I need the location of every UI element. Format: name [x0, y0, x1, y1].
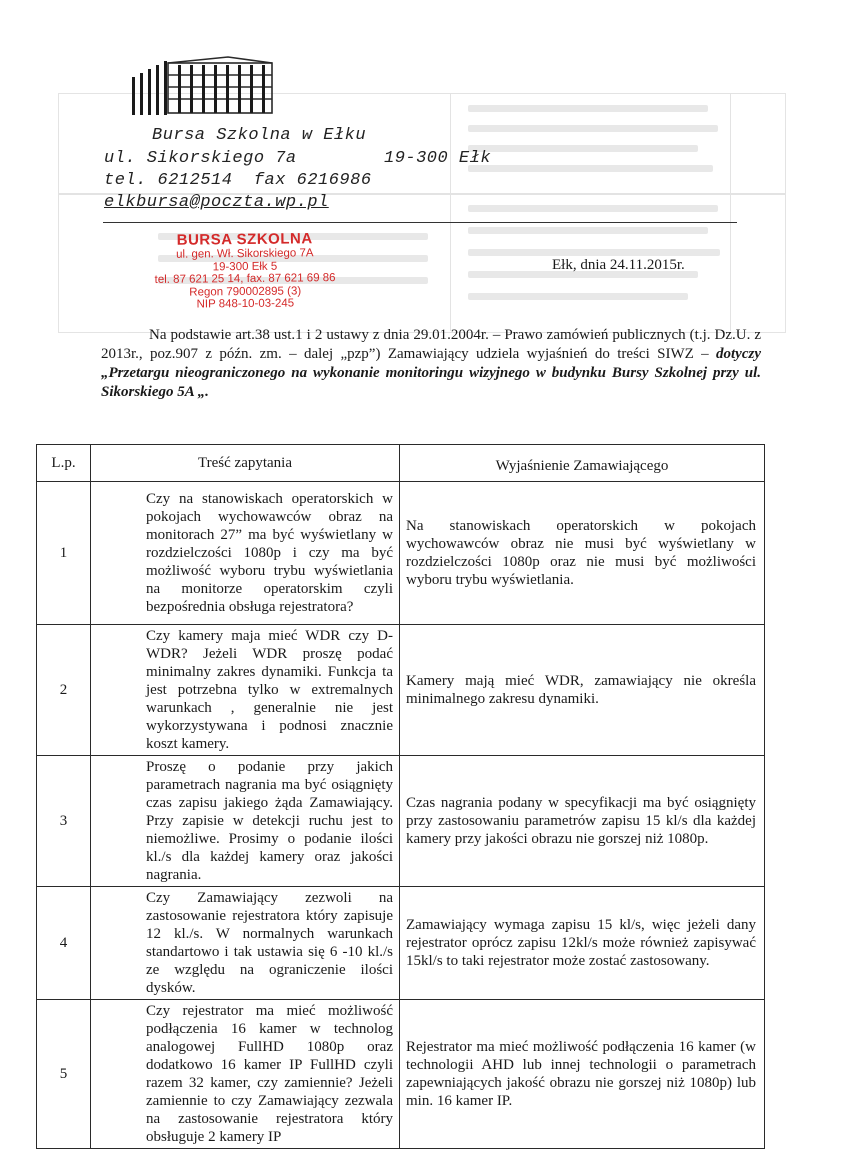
intro-paragraph	[101, 326, 761, 402]
table-header-row	[37, 445, 765, 482]
table-row	[37, 887, 765, 1000]
stamp-regon: Regon 790002895 (3)	[189, 284, 302, 299]
row-number: 4	[37, 887, 91, 1000]
table-row	[37, 756, 765, 887]
row-number: 5	[37, 1000, 91, 1149]
header-question: Treść zapytania	[91, 445, 400, 482]
row-number: 2	[37, 625, 91, 756]
stamp-nip: NIP 848-10-03-245	[196, 297, 295, 311]
institution-stamp	[140, 231, 351, 312]
row-question: Proszę o podanie przy jakich parametrach nagrania ma być osiągnięty czas zapisu jakiego żąda Zamawiający. Przy zapisie w detekcji ruchu jest to niemożliwe. Prosimy o podanie ilości kl./s dla każdej kamery oraz jakości nagrania.	[91, 756, 400, 887]
row-answer: Rejestrator ma mieć możliwość podłączenia 16 kamer (w technologii AHD lub innej technologii o parametrach zapewniających jakość obrazu nie gorszej niż 1080p) lub min. 16 kamer IP.	[400, 1000, 765, 1149]
intro-subject: dotyczy „Przetargu nieograniczonego na wykonanie monitoringu wizyjnego w budynku Bursy Szkolnej przy ul. Sikorskiego 5A „.	[101, 346, 761, 400]
row-answer: Kamery mają mieć WDR, zamawiający nie określa minimalnego zakresu dynamiki.	[400, 625, 765, 756]
header-answer: Wyjaśnienie Zamawiającego	[400, 445, 765, 482]
stamp-name: BURSA SZKOLNA	[176, 230, 313, 249]
document-date: Ełk, dnia 24.11.2015r.	[552, 257, 685, 273]
header-lp: L.p.	[37, 445, 91, 482]
row-question: Czy kamery maja mieć WDR czy D-WDR? Jeżeli WDR proszę podać minimalny zakres dynamiki. Funkcja ta jest potrzebna tylko w extremalnych warunkach , generalnie nie jest wykorzystywana i podnosi znacznie koszt kamery.	[91, 625, 400, 756]
letterhead-email: elkbursa@poczta.wp.pl	[104, 193, 329, 212]
row-number: 3	[37, 756, 91, 887]
row-question: Czy Zamawiający zezwoli na zastosowanie rejestratora który zapisuje 12 kl./s. W normalnych warunkach standartowo i tak ustawia się 6 -10 kl./s ze względu na ograniczenie ilości dysków.	[91, 887, 400, 1000]
row-answer: Na stanowiskach operatorskich w pokojach wychowawców obraz nie musi być wyświetlany w rozdzielczości 1080p oraz nie musi być możliwości wyboru trybu wyświetlania.	[400, 482, 765, 625]
questions-table	[36, 444, 765, 1149]
row-number: 1	[37, 482, 91, 625]
letterhead-street: ul. Sikorskiego 7a	[104, 149, 297, 168]
letterhead-phone-fax: tel. 6212514 fax 6216986	[104, 171, 372, 190]
building-logo	[128, 55, 278, 117]
row-answer: Czas nagrania podany w specyfikacji ma być osiągnięty przy zastosowaniu parametrów zapisu 15 kl/s dla każdej kamery przy jakości obrazu nie gorszej niż 1080p.	[400, 756, 765, 887]
table-row	[37, 482, 765, 625]
row-question: Czy na stanowiskach operatorskich w pokojach wychowawców obraz na monitorach 27” ma być wyświetlany w rozdzielczości 1080p i czy ma być możliwość wyboru trybu wyświetlania na monitorze operatorskim czyli bezpośrednia obsługa rejestratora?	[91, 482, 400, 625]
stamp-phones: tel. 87 621 25 14, fax. 87 621 69 86	[154, 272, 336, 286]
stamp-city: 19-300 Ełk 5	[212, 260, 278, 273]
letterhead-rule	[103, 222, 737, 223]
stamp-street: ul. gen. Wł. Sikorskiego 7A	[176, 247, 314, 261]
table-row	[37, 1000, 765, 1149]
letterhead-name: Bursa Szkolna w Ełku	[152, 126, 367, 145]
row-answer: Zamawiający wymaga zapisu 15 kl/s, więc jeżeli dany rejestrator oprócz zapisu 12kl/s może również zapisywać 15kl/s to taki rejestrator może zostać zastosowany.	[400, 887, 765, 1000]
row-question: Czy rejestrator ma mieć możliwość podłączenia 16 kamer w technolog analogowej FullHD 1080p oraz dodatkowo 16 kamer IP FullHD czyli razem 32 kamer, czy zamiennie? Jeżeli zamiennie to czy Zamawiający zezwala na zastosowanie rejestratora który obsługuje 2 kamery IP	[91, 1000, 400, 1149]
table-row	[37, 625, 765, 756]
letterhead-postal-city: 19-300 Ełk	[384, 149, 492, 168]
intro-text: Na podstawie art.38 ust.1 i 2 ustawy z dnia 29.01.2004r. – Prawo zamówień publicznych (t.j. Dz.U. z 2013r., poz.907 z późn. zm. – dalej „pzp”) Zamawiający udziela wyjaśnień do treści SIWZ –	[101, 327, 761, 362]
